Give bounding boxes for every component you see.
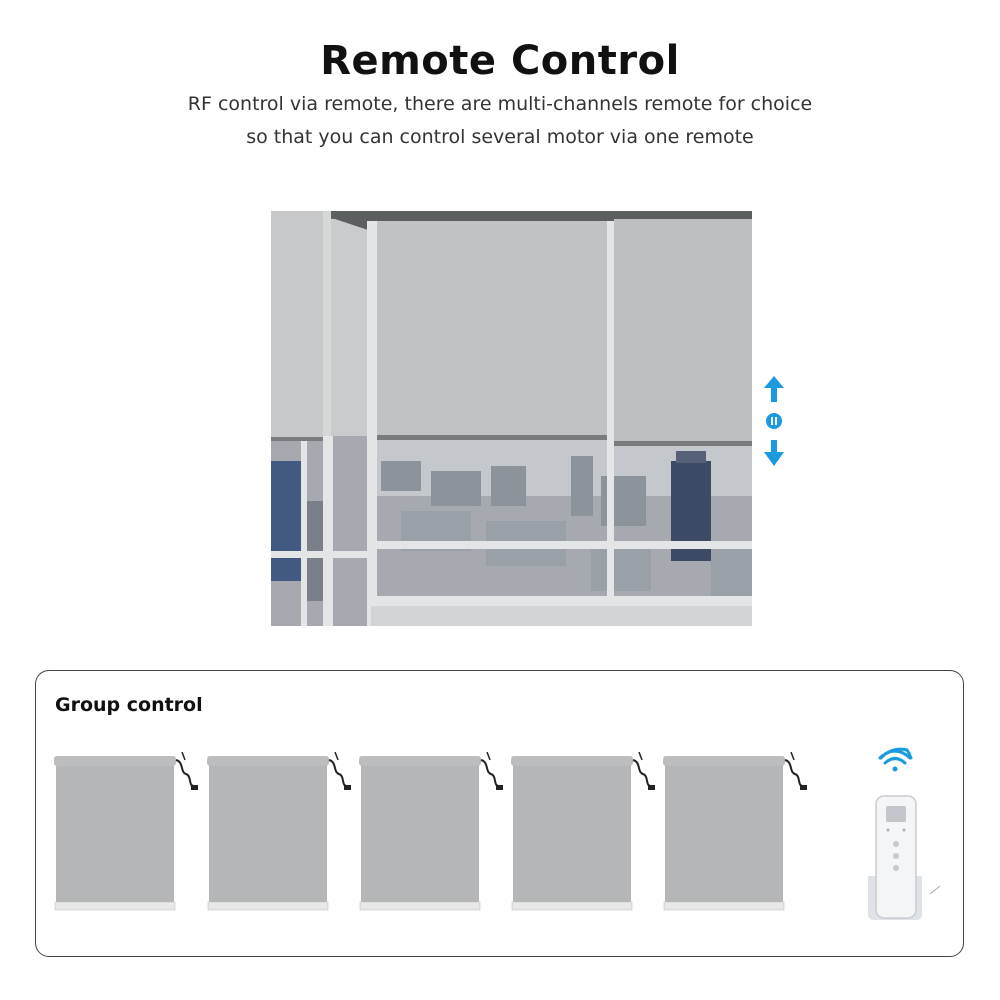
roller-blind-icon xyxy=(207,752,357,918)
roller-blind-icon xyxy=(663,752,813,918)
subtitle-line-1: RF control via remote, there are multi-channels remote for choice xyxy=(187,93,813,115)
pause-icon xyxy=(766,413,782,429)
arrow-down-icon xyxy=(764,440,784,466)
roller-blind-icon xyxy=(54,752,204,918)
window-scene-illustration xyxy=(271,211,752,626)
roller-blind-icon xyxy=(511,752,661,918)
roller-blind-icon xyxy=(359,752,509,918)
wifi-signal-icon xyxy=(880,749,911,771)
group-control-label: Group control xyxy=(55,694,203,716)
subtitle-line-2: so that you can control several motor via one remote xyxy=(246,126,754,148)
page-title: Remote Control xyxy=(320,38,680,84)
arrow-up-icon xyxy=(764,376,784,402)
blind-control-arrows xyxy=(762,376,786,468)
remote-control-icon xyxy=(860,744,944,924)
roller-blinds-photo xyxy=(271,211,752,626)
